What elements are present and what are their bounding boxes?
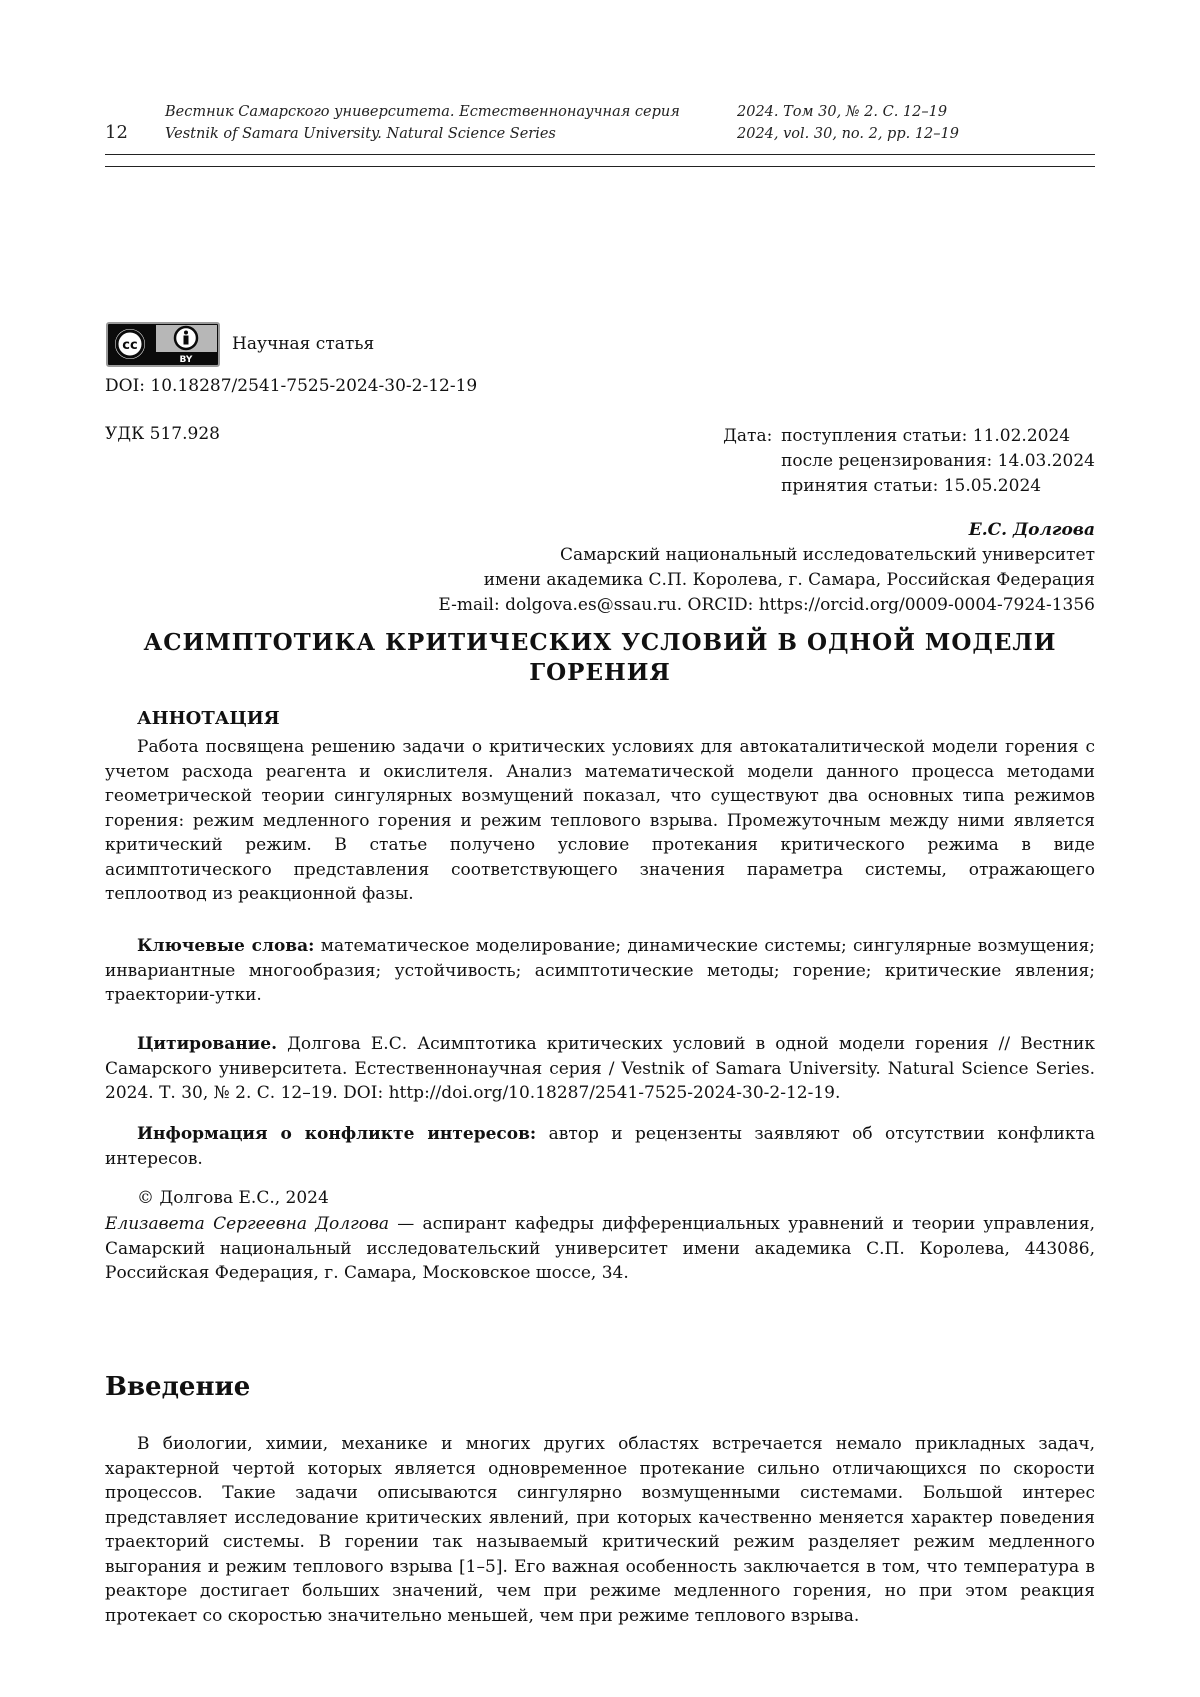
conflict-text: автор и рецензенты заявляют об отсутствии конфликта интересов. bbox=[105, 1124, 1095, 1169]
cc-by-icon bbox=[108, 324, 218, 365]
author-bio bbox=[105, 1212, 1095, 1286]
article-title bbox=[105, 628, 1095, 688]
keywords-label: Ключевые слова: bbox=[137, 936, 315, 956]
issue-info-en: 2024, vol. 30, no. 2, pp. 12–19 bbox=[737, 126, 959, 142]
dates-label: Дата: bbox=[723, 426, 773, 446]
article-title-line-2: ГОРЕНИЯ bbox=[529, 659, 671, 686]
author-full-name: Елизавета Сергеевна Долгова bbox=[105, 1214, 389, 1234]
author-contacts[interactable]: E-mail: dolgova.es@ssau.ru. ORCID: https://orcid.org/0009-0004-7924-1356 bbox=[438, 595, 1095, 615]
date-reviewed: после рецензирования: 14.03.2024 bbox=[781, 451, 1095, 471]
citation bbox=[105, 1032, 1095, 1106]
date-accepted: принятия статьи: 15.05.2024 bbox=[781, 476, 1042, 496]
journal-title-ru: Вестник Самарского университета. Естественнонаучная серия bbox=[165, 104, 680, 120]
article-title-line-1: АСИМПТОТИКА КРИТИЧЕСКИХ УСЛОВИЙ В ОДНОЙ МОДЕЛИ bbox=[143, 629, 1057, 656]
article-dates bbox=[723, 424, 1095, 499]
article-type: Научная статья bbox=[232, 334, 375, 354]
author-affiliation-2: имени академика С.П. Королева, г. Самара, Российская Федерация bbox=[483, 570, 1095, 590]
copyright: © Долгова Е.С., 2024 bbox=[137, 1188, 329, 1208]
page-number: 12 bbox=[105, 122, 128, 143]
header-rule-top bbox=[105, 154, 1095, 155]
author-affiliation-1: Самарский национальный исследовательский университет bbox=[560, 545, 1095, 565]
udk-code: УДК 517.928 bbox=[105, 424, 220, 444]
conflict-of-interest bbox=[105, 1122, 1095, 1171]
conflict-label: Информация о конфликте интересов: bbox=[137, 1124, 537, 1144]
journal-title-en: Vestnik of Samara University. Natural Science Series bbox=[165, 126, 556, 142]
intro-paragraph: В биологии, химии, механике и многих других областях встречается немало прикладных задач, характерной чертой которых является одновременное протекание сильно отличающихся по скорости процессов. Такие задачи описываются сингулярно возмущенными системами. Большой интерес представляет исследование критических явлений, при которых качественно меняется характер поведения траекторий системы. В горении так называемый критический режим разделяет режим медленного выгорания и режим теплового взрыва [1–5]. Его важная особенность заключается в том, что температура в реакторе достигает больших значений, чем при режиме медленного горения, но при этом реакция протекает со скоростью значительно меньшей, чем при режиме теплового взрыва. bbox=[105, 1434, 1095, 1626]
cc-by-text: BY bbox=[179, 355, 193, 365]
date-received: поступления статьи: 11.02.2024 bbox=[781, 426, 1071, 446]
abstract-heading: АННОТАЦИЯ bbox=[137, 708, 280, 729]
citation-text: Долгова Е.С. Асимптотика критических условий в одной модели горения // Вестник Самарского университета. Естественнонаучная серия / Vestnik of Samara University. Natural Science Series. 2024. Т. 30, № 2. С. 12–19. DOI: http://doi.org/10.18287/2541-7525-2024-30-2-12-19. bbox=[105, 1034, 1095, 1103]
issue-info-ru: 2024. Том 30, № 2. С. 12–19 bbox=[737, 104, 948, 120]
intro-heading: Введение bbox=[105, 1372, 251, 1402]
keywords-text: математическое моделирование; динамические системы; сингулярные возмущения; инвариантные многообразия; устойчивость; асимптотические методы; горение; критические явления; траектории-утки. bbox=[105, 936, 1095, 1005]
author-name: Е.С. Долгова bbox=[968, 520, 1095, 540]
cc-by-license-badge bbox=[106, 322, 220, 367]
running-header bbox=[105, 104, 1095, 144]
header-rule-bottom bbox=[105, 166, 1095, 167]
keywords bbox=[105, 934, 1095, 1008]
doi[interactable]: DOI: 10.18287/2541-7525-2024-30-2-12-19 bbox=[105, 376, 478, 396]
author-block bbox=[195, 518, 1095, 618]
author-bio-text: — аспирант кафедры дифференциальных уравнений и теории управления, Самарский национальный исследовательский университет имени академика С.П. Королева, 443086, Российская Федерация, г. Самара, Московское шоссе, 34. bbox=[105, 1214, 1096, 1283]
citation-label: Цитирование. bbox=[137, 1034, 278, 1054]
abstract-text: Работа посвящена решению задачи о критических условиях для автокаталитической модели горения с учетом расхода реагента и окислителя. Анализ математической модели данного процесса методами геометрической теории сингулярных возмущений показал, что существуют два основных типа режимов горения: режим медленного горения и режим теплового взрыва. Промежуточным между ними является критический режим. В статье получено условие протекания критического режима в виде асимптотического представления соответствующего значения параметра системы, отражающего теплоотвод из реакционной фазы. bbox=[105, 737, 1095, 904]
svg-text:cc: cc bbox=[122, 338, 138, 353]
